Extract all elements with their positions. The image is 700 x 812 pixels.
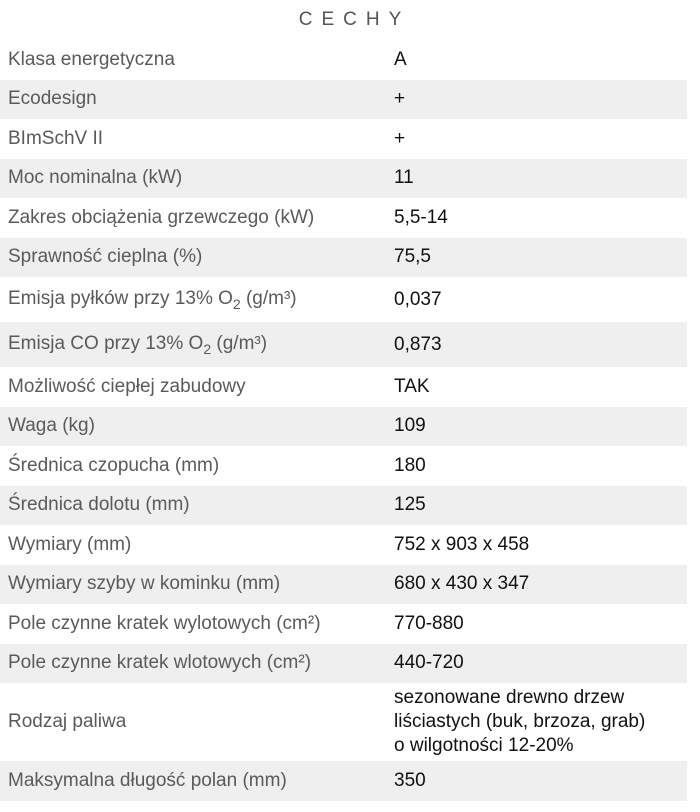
feature-name: Maksymalna długość polan (mm) bbox=[0, 761, 385, 801]
table-row bbox=[0, 761, 687, 801]
table-row bbox=[0, 159, 687, 199]
feature-name: Zakres obciążenia grzewczego (kW) bbox=[0, 198, 385, 238]
feature-name: Pole czynne kratek wylotowych (cm²) bbox=[0, 604, 385, 644]
feature-name: Wymiary szyby w kominku (mm) bbox=[0, 565, 385, 605]
feature-name: Rodzaj paliwa bbox=[0, 683, 385, 761]
feature-value: 680 x 430 x 347 bbox=[385, 565, 687, 605]
feature-value bbox=[385, 683, 687, 761]
feature-value: 440-720 bbox=[385, 644, 687, 684]
table-row bbox=[0, 198, 687, 238]
table-row bbox=[0, 644, 687, 684]
feature-value: 180 bbox=[385, 446, 687, 486]
feature-value: TAK bbox=[385, 367, 687, 407]
table-row bbox=[0, 40, 687, 80]
table-row bbox=[0, 486, 687, 526]
feature-name: Średnica dolotu (mm) bbox=[0, 486, 385, 526]
feature-name-suffix: (g/m³) bbox=[240, 287, 297, 309]
feature-name-prefix: Emisja CO przy 13% O bbox=[8, 332, 204, 354]
feature-name-suffix: (g/m³) bbox=[211, 332, 268, 354]
feature-value: 350 bbox=[385, 761, 687, 801]
feature-value: 0,873 bbox=[385, 322, 687, 367]
feature-value-line: sezonowane drewno drzew bbox=[394, 687, 625, 708]
feature-value: 109 bbox=[385, 407, 687, 447]
feature-name: Moc nominalna (kW) bbox=[0, 159, 385, 199]
feature-name bbox=[0, 322, 385, 367]
feature-value: 0,037 bbox=[385, 277, 687, 322]
features-table bbox=[0, 40, 687, 801]
feature-value: 75,5 bbox=[385, 238, 687, 278]
feature-name: Możliwość ciepłej zabudowy bbox=[0, 367, 385, 407]
feature-name: Wymiary (mm) bbox=[0, 525, 385, 565]
feature-value-line: liściastych (buk, brzoza, grab) bbox=[394, 711, 646, 732]
table-row bbox=[0, 525, 687, 565]
feature-name-prefix: Emisja pyłków przy 13% O bbox=[8, 287, 233, 309]
feature-name bbox=[0, 277, 385, 322]
feature-name-subscript: 2 bbox=[203, 340, 212, 357]
table-row bbox=[0, 322, 687, 367]
feature-name: Waga (kg) bbox=[0, 407, 385, 447]
feature-name: Średnica czopucha (mm) bbox=[0, 446, 385, 486]
feature-value: 770-880 bbox=[385, 604, 687, 644]
table-row bbox=[0, 367, 687, 407]
feature-name: Ecodesign bbox=[0, 80, 385, 120]
table-row bbox=[0, 683, 687, 761]
feature-value: 125 bbox=[385, 486, 687, 526]
feature-value: + bbox=[385, 80, 687, 120]
table-row bbox=[0, 119, 687, 159]
table-row bbox=[0, 80, 687, 120]
feature-name: BImSchV II bbox=[0, 119, 385, 159]
feature-name: Sprawność cieplna (%) bbox=[0, 238, 385, 278]
feature-value: 752 x 903 x 458 bbox=[385, 525, 687, 565]
table-row bbox=[0, 604, 687, 644]
feature-value: 5,5-14 bbox=[385, 198, 687, 238]
section-title: CECHY bbox=[298, 9, 411, 30]
feature-value: 11 bbox=[385, 159, 687, 199]
feature-value: + bbox=[385, 119, 687, 159]
table-row bbox=[0, 238, 687, 278]
table-row bbox=[0, 446, 687, 486]
feature-name: Pole czynne kratek wlotowych (cm²) bbox=[0, 644, 385, 684]
table-row bbox=[0, 407, 687, 447]
feature-value: A bbox=[385, 40, 687, 80]
table-row bbox=[0, 565, 687, 605]
table-row bbox=[0, 277, 687, 322]
feature-name-subscript: 2 bbox=[232, 295, 241, 312]
feature-value-line: o wilgotności 12-20% bbox=[394, 735, 574, 756]
feature-name: Klasa energetyczna bbox=[0, 40, 385, 80]
